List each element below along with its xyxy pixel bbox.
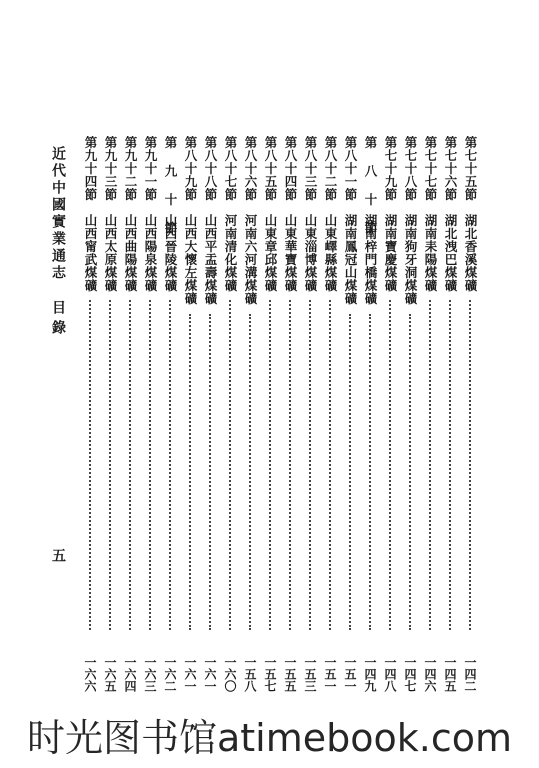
toc-page-number: 一五一 <box>323 656 337 692</box>
toc-section-number: 第七十六節 <box>443 136 458 201</box>
toc-section-number: 第八十二節 <box>323 136 338 201</box>
toc-entry-title: 山西平盂壽煤礦 <box>203 214 218 305</box>
toc-page-number: 一六一 <box>203 656 217 692</box>
toc-section-number: 第九十四節 <box>83 136 98 201</box>
toc-leader-dots <box>249 314 251 630</box>
toc-page-number: 一四六 <box>423 656 437 692</box>
toc-entry <box>261 136 279 692</box>
toc-leader-dots <box>329 300 331 630</box>
toc-entry-title: 山西甯武煤礦 <box>83 214 98 292</box>
toc-leader-dots <box>189 314 191 630</box>
toc-page-number: 一四五 <box>443 656 457 692</box>
section-label: 目錄 <box>50 300 66 340</box>
toc-leader-dots <box>449 300 451 630</box>
toc-leader-dots <box>229 300 231 630</box>
toc-section-number: 第九十二節 <box>123 136 138 201</box>
toc-leader-dots <box>209 314 211 630</box>
folio-number: 五 <box>50 548 66 562</box>
toc-entry <box>441 136 459 692</box>
toc-entry-title: 山東華寶煤礦 <box>283 214 298 292</box>
toc-entry-title: 湖北洩巴煤礦 <box>443 214 458 292</box>
toc-section-number: 第八十一節 <box>343 136 358 201</box>
toc-page-number: 一五七 <box>263 656 277 692</box>
toc-section-number: 第八十五節 <box>263 136 278 201</box>
toc-entry-title: 山西曲陽煤礦 <box>123 214 138 292</box>
toc-entry <box>181 136 199 692</box>
toc-page-number: 一六一 <box>183 656 197 692</box>
toc-entry <box>401 136 419 692</box>
toc-page-number: 一五五 <box>283 656 297 692</box>
toc-entry-title: 湖南梓門橋煤礦 <box>363 214 378 305</box>
toc-section-number: 第八十四節 <box>283 136 298 201</box>
toc-page-number: 一四二 <box>463 656 477 692</box>
toc-leader-dots <box>109 300 111 630</box>
toc-entry <box>361 136 379 692</box>
toc-section-number: 第八十七節 <box>223 136 238 201</box>
toc-entry <box>141 136 159 692</box>
toc-leader-dots <box>309 300 311 630</box>
toc-entry-title: 河南清化煤礦 <box>223 214 238 292</box>
toc-page-number: 一六〇 <box>223 656 237 692</box>
toc-leader-dots <box>369 314 371 630</box>
toc-leader-dots <box>89 300 91 630</box>
toc-entry-title: 山東淄博煤礦 <box>303 214 318 292</box>
toc-entry <box>301 136 319 692</box>
toc-page-number: 一六五 <box>103 656 117 692</box>
toc-leader-dots <box>129 300 131 630</box>
toc-leader-dots <box>289 300 291 630</box>
toc-page-number: 一五三 <box>303 656 317 692</box>
toc-section-number: 第八十六節 <box>243 136 258 201</box>
toc-entry <box>421 136 439 692</box>
toc-page-number: 一六三 <box>143 656 157 692</box>
toc-entry-title: 河南六河溝煤礦 <box>243 214 258 305</box>
toc-entry-title: 山西晉陵煤礦 <box>163 214 178 292</box>
toc-leader-dots <box>409 314 411 630</box>
toc-entry <box>121 136 139 692</box>
toc-leader-dots <box>269 300 271 630</box>
toc-entry <box>101 136 119 692</box>
toc-section-number: 第 九 十 節 <box>163 136 178 235</box>
toc-page-number: 一六六 <box>83 656 97 692</box>
toc-entry-title: 山西陽泉煤礦 <box>143 214 158 292</box>
toc-section-number: 第七十八節 <box>403 136 418 201</box>
toc-entry-title: 湖南狗牙洞煤礦 <box>403 214 418 305</box>
toc-entry <box>201 136 219 692</box>
toc-page-number: 一四八 <box>383 656 397 692</box>
toc-section-number: 第七十七節 <box>423 136 438 201</box>
toc-entry <box>281 136 299 692</box>
toc-entry <box>321 136 339 692</box>
toc-entry <box>81 136 99 692</box>
toc-entry <box>341 136 359 692</box>
toc-section-number: 第九十一節 <box>143 136 158 201</box>
toc-leader-dots <box>429 300 431 630</box>
toc-leader-dots <box>469 300 471 630</box>
toc-leader-dots <box>349 314 351 630</box>
toc-page-number: 一四九 <box>363 656 377 692</box>
toc-entry-title: 山西太原煤礦 <box>103 214 118 292</box>
toc-entry-title: 山西大懷左煤礦 <box>183 214 198 305</box>
toc-entry-title: 山東章邱煤礦 <box>263 214 278 292</box>
toc-section-number: 第八十三節 <box>303 136 318 201</box>
toc-entry <box>381 136 399 692</box>
toc-section-number: 第九十三節 <box>103 136 118 201</box>
toc-page-number: 一四七 <box>403 656 417 692</box>
toc-entry <box>161 136 179 692</box>
toc-entry <box>461 136 479 692</box>
watermark-text: 时光图书馆atimebook.com <box>0 708 539 768</box>
toc-section-number: 第八十八節 <box>203 136 218 201</box>
toc-page-number: 一五一 <box>343 656 357 692</box>
toc-entry-title: 湖南耒陽煤礦 <box>423 214 438 292</box>
toc-leader-dots <box>389 300 391 630</box>
toc-page-number: 一五八 <box>243 656 257 692</box>
toc-entry-title: 山東嶧縣煤礦 <box>323 214 338 292</box>
toc-section-number: 第八十九節 <box>183 136 198 201</box>
toc-entry-title: 湖北香溪煤礦 <box>463 214 478 292</box>
toc-page-number: 一六二 <box>163 656 177 692</box>
toc-section-number: 第七十九節 <box>383 136 398 201</box>
toc-leader-dots <box>169 300 171 630</box>
toc-entry <box>241 136 259 692</box>
toc-section-number: 第 八 十 節 <box>363 136 378 235</box>
toc-section-number: 第七十五節 <box>463 136 478 201</box>
toc-entry <box>221 136 239 692</box>
toc-page-number: 一六四 <box>123 656 137 692</box>
toc-entry-title: 湖南寶慶煤礦 <box>383 214 398 292</box>
toc-leader-dots <box>149 300 151 630</box>
toc-entry-title: 湖南鳳冠山煤礦 <box>343 214 358 305</box>
book-title: 近代中國實業通志 <box>50 146 66 282</box>
